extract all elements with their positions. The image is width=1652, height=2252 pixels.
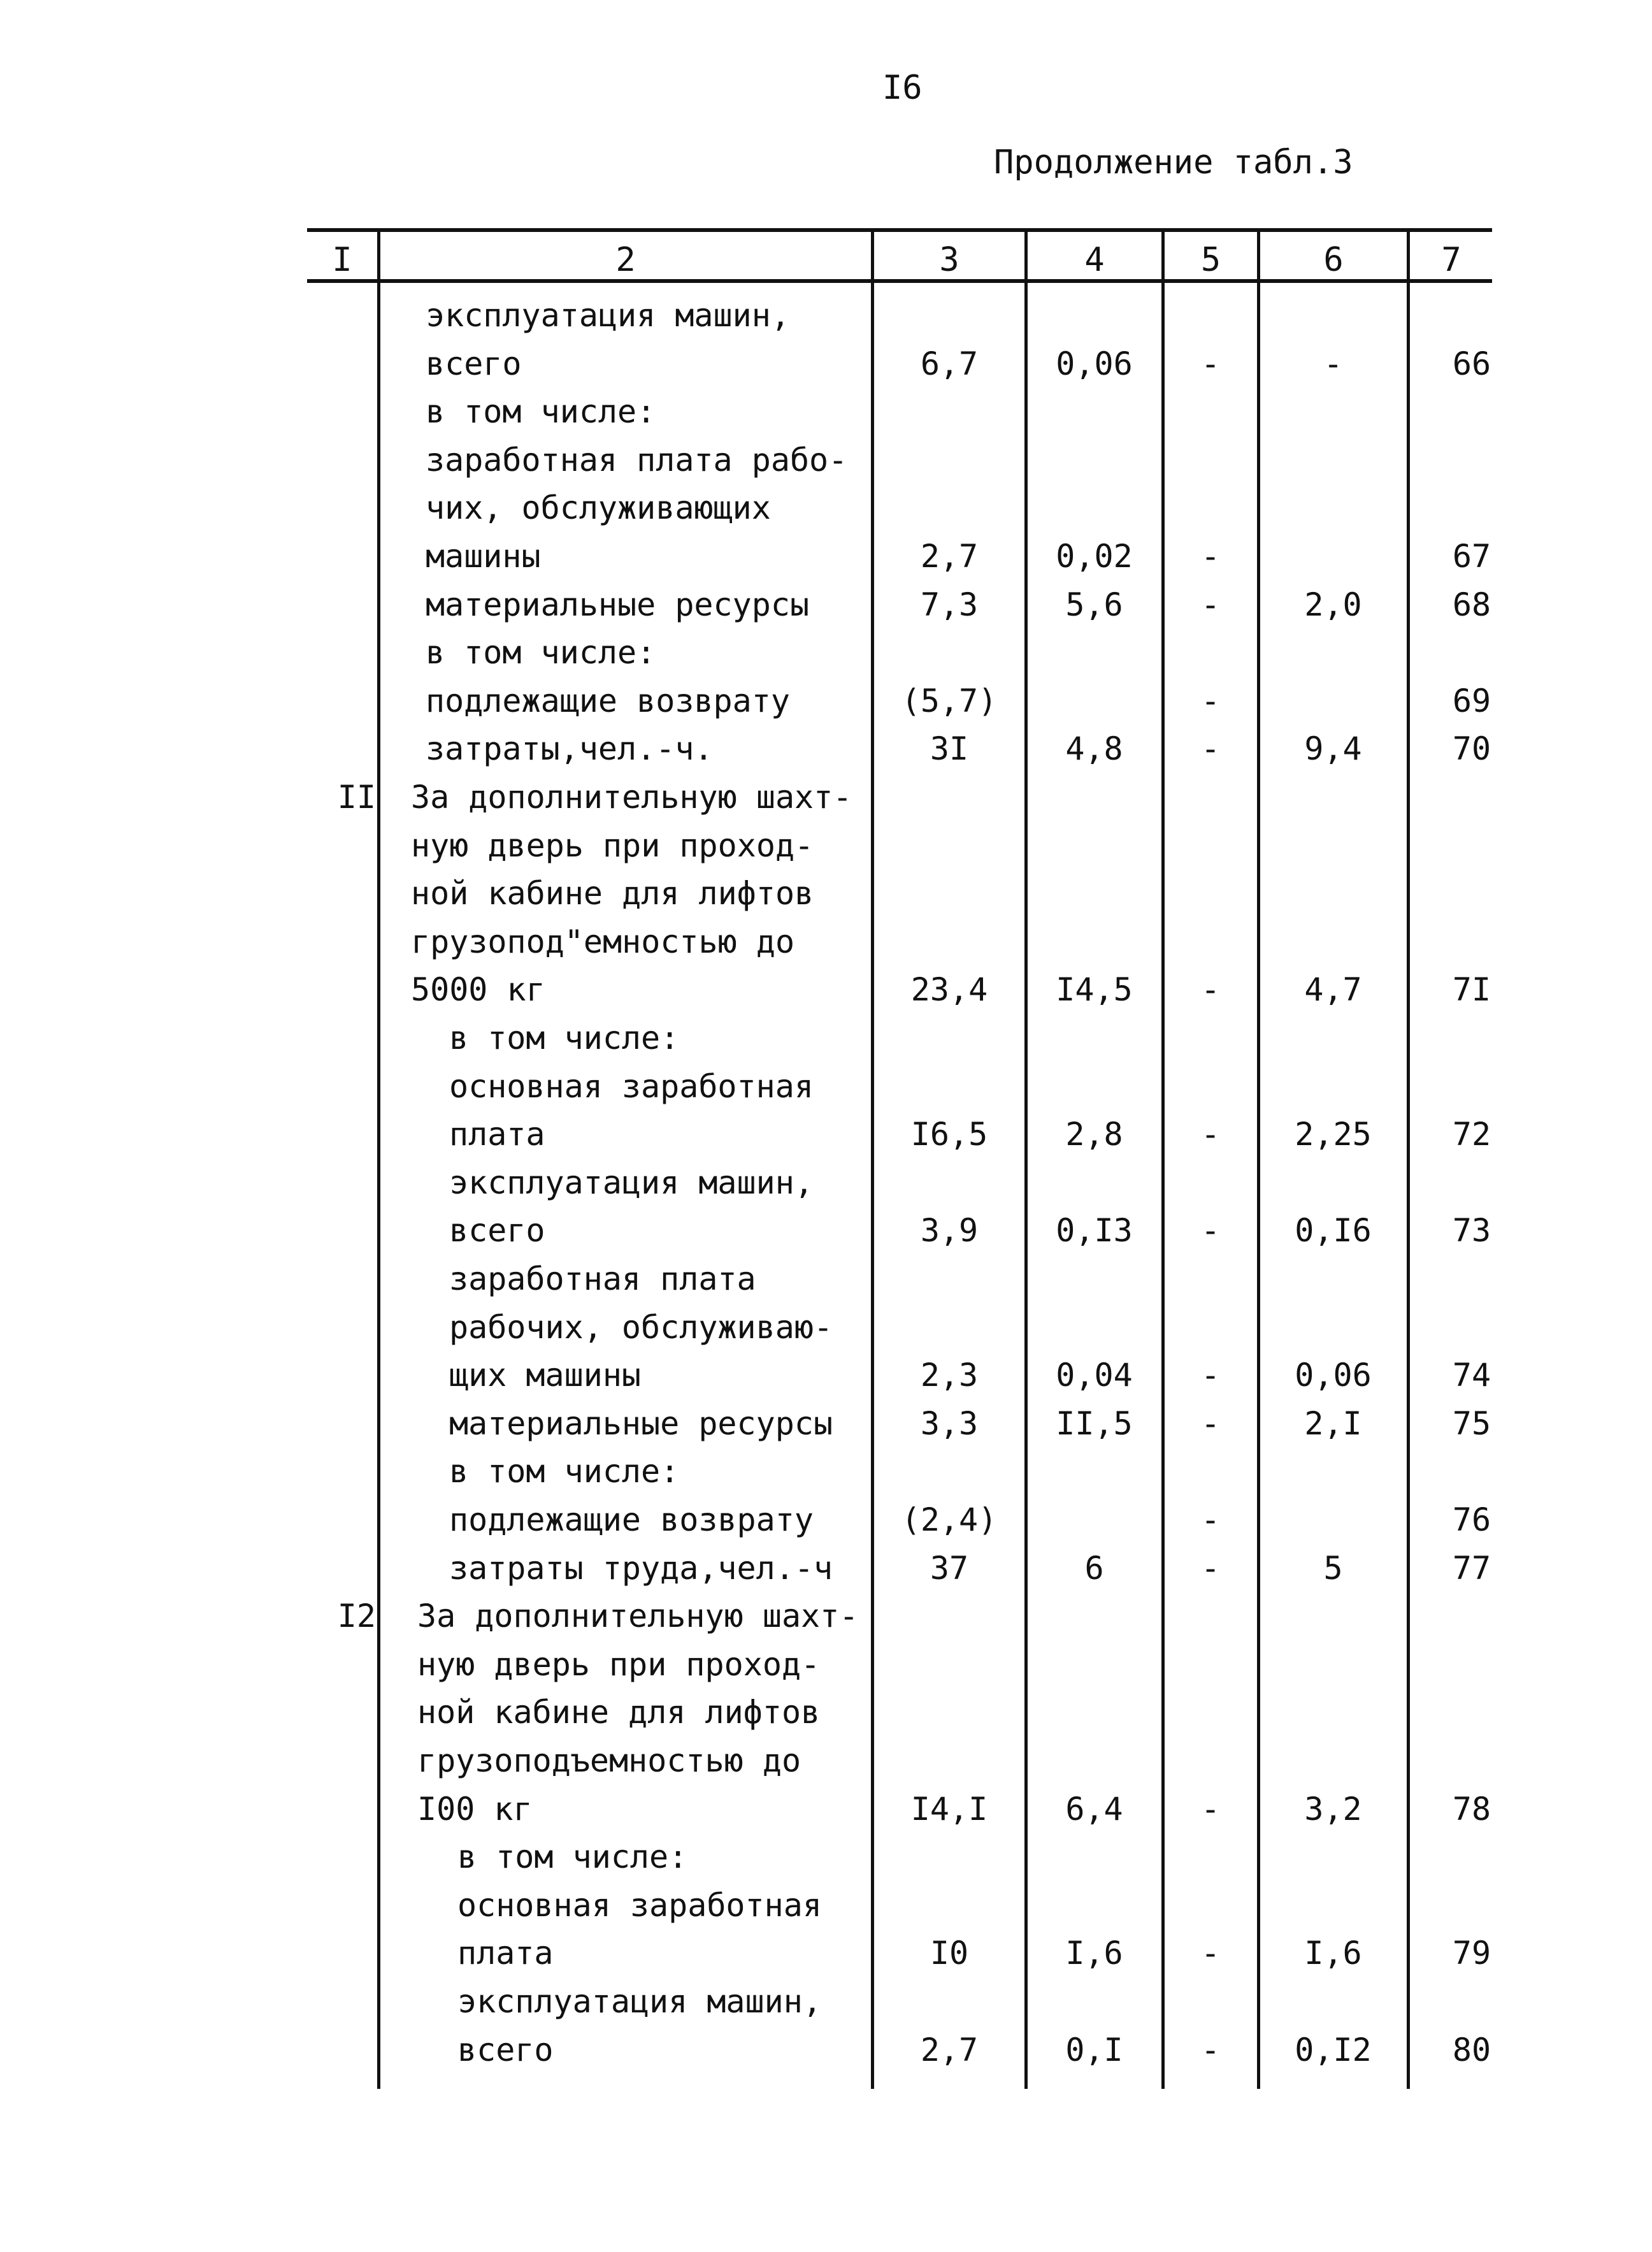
cell-description: ную дверь при проход- xyxy=(417,1645,821,1683)
cell-description: основная заработная xyxy=(449,1067,814,1105)
cell-col-5: - xyxy=(1200,730,1221,768)
cell-col-7: 77 xyxy=(1452,1549,1491,1587)
table-row xyxy=(0,1786,1652,1833)
cell-col-7: 70 xyxy=(1452,730,1491,768)
header-col-1: I xyxy=(332,241,352,279)
cell-col-3: I4,I xyxy=(910,1790,988,1828)
cell-description: в том числе: xyxy=(426,393,656,431)
table-row xyxy=(0,1304,1652,1351)
cell-col-7: 80 xyxy=(1452,2031,1491,2068)
cell-col-3: 37 xyxy=(930,1549,969,1587)
cell-description: плата xyxy=(457,1935,554,1972)
cell-col-5: - xyxy=(1200,1212,1221,1250)
table-row xyxy=(0,1833,1652,1880)
cell-description: материальные ресурсы xyxy=(449,1404,833,1442)
cell-col-5: - xyxy=(1200,1549,1221,1587)
cell-col-4: 0,I xyxy=(1065,2031,1123,2068)
table-caption: Продолжение табл.3 xyxy=(994,143,1353,182)
header-col-4: 4 xyxy=(1084,241,1105,279)
table-row xyxy=(0,1014,1652,1062)
cell-description: материальные ресурсы xyxy=(426,586,810,623)
cell-description: ной кабине для лифтов xyxy=(417,1694,821,1731)
cell-description: эксплуатация машин, xyxy=(457,1983,822,2020)
header-col-3: 3 xyxy=(939,241,959,279)
cell-col-7: 72 xyxy=(1452,1116,1491,1153)
cell-col-7: 73 xyxy=(1452,1212,1491,1250)
table-row xyxy=(0,1882,1652,1929)
cell-col-3: 6,7 xyxy=(920,345,979,382)
cell-col-3: I0 xyxy=(930,1935,969,1972)
table-row xyxy=(0,1689,1652,1736)
cell-col-3: 2,7 xyxy=(920,2031,979,2068)
cell-col-4: 0,06 xyxy=(1056,345,1133,382)
cell-col-7: 69 xyxy=(1452,682,1491,719)
cell-description: За дополнительную шахт- xyxy=(417,1598,859,1635)
table-row xyxy=(0,533,1652,580)
cell-col-6: 0,I6 xyxy=(1295,1212,1372,1250)
cell-col-4: I4,5 xyxy=(1056,971,1133,1009)
table-row xyxy=(0,1400,1652,1447)
cell-col-4: I,6 xyxy=(1065,1935,1123,1972)
cell-col-6: 4,7 xyxy=(1304,971,1362,1009)
cell-col-5: - xyxy=(1200,2031,1221,2068)
cell-description: щих машины xyxy=(449,1357,642,1394)
cell-description: заработная плата xyxy=(449,1260,756,1297)
table-row xyxy=(0,1063,1652,1110)
cell-col-3: 2,3 xyxy=(920,1357,979,1394)
cell-col-6: 2,I xyxy=(1304,1404,1362,1442)
cell-col-5: - xyxy=(1200,1501,1221,1538)
cell-col-7: 74 xyxy=(1452,1357,1491,1394)
cell-col-4: 0,I3 xyxy=(1056,1212,1133,1250)
cell-description: За дополнительную шахт- xyxy=(411,779,852,816)
header-col-7: 7 xyxy=(1441,241,1462,279)
cell-description: подлежащие возврату xyxy=(426,682,790,719)
cell-description: рабочих, обслуживаю- xyxy=(449,1308,833,1346)
cell-description: I00 кг xyxy=(417,1790,533,1828)
table-row xyxy=(0,725,1652,772)
cell-description: затраты труда,чел.-ч xyxy=(449,1549,833,1587)
cell-description: эксплуатация машин, xyxy=(426,297,790,334)
cell-col-5: - xyxy=(1200,682,1221,719)
cell-col-4: 0,04 xyxy=(1056,1357,1133,1394)
cell-col-5: - xyxy=(1200,1404,1221,1442)
cell-description: в том числе: xyxy=(449,1020,680,1057)
cell-col-5: - xyxy=(1200,1790,1221,1828)
table-row xyxy=(0,484,1652,531)
header-col-6: 6 xyxy=(1323,241,1344,279)
header-col-5: 5 xyxy=(1200,241,1221,279)
table-row xyxy=(0,966,1652,1013)
cell-col-6: 2,25 xyxy=(1295,1116,1372,1153)
table-row xyxy=(0,1448,1652,1495)
cell-col-4: 5,6 xyxy=(1065,586,1123,623)
cell-col-6: 2,0 xyxy=(1304,586,1362,623)
cell-description: грузоподъемностью до xyxy=(417,1742,801,1779)
table-row xyxy=(0,774,1652,821)
cell-col-3: 3I xyxy=(930,730,969,768)
cell-col-6: I,6 xyxy=(1304,1935,1362,1972)
cell-col-3: I6,5 xyxy=(910,1116,988,1153)
table-row xyxy=(0,1496,1652,1543)
cell-description: затраты,чел.-ч. xyxy=(426,730,714,768)
cell-col-5: - xyxy=(1200,586,1221,623)
cell-col-7: 67 xyxy=(1452,538,1491,575)
cell-description: грузопод"емностью до xyxy=(411,923,795,960)
cell-col-4: II,5 xyxy=(1056,1404,1133,1442)
cell-col-3: 3,9 xyxy=(920,1212,979,1250)
table-row xyxy=(0,292,1652,339)
cell-description: в том числе: xyxy=(457,1838,688,1876)
cell-col-6: 0,I2 xyxy=(1295,2031,1372,2068)
cell-col-7: 76 xyxy=(1452,1501,1491,1538)
cell-col-4: 6,4 xyxy=(1065,1790,1123,1828)
table-row xyxy=(0,870,1652,917)
table-row xyxy=(0,677,1652,725)
table-header-rule xyxy=(307,279,1492,283)
cell-item-number: II xyxy=(337,779,376,816)
page-number: I6 xyxy=(882,69,923,107)
table-row xyxy=(0,822,1652,869)
table-row xyxy=(0,581,1652,628)
table-row xyxy=(0,1352,1652,1399)
cell-col-4: 0,02 xyxy=(1056,538,1133,575)
cell-description: ную дверь при проход- xyxy=(411,826,814,864)
cell-col-6: 9,4 xyxy=(1304,730,1362,768)
cell-col-6: 0,06 xyxy=(1295,1357,1372,1394)
cell-description: эксплуатация машин, xyxy=(449,1164,814,1201)
cell-description: заработная плата рабо- xyxy=(426,441,848,479)
cell-col-7: 78 xyxy=(1452,1790,1491,1828)
cell-col-4: 4,8 xyxy=(1065,730,1123,768)
cell-col-7: 68 xyxy=(1452,586,1491,623)
cell-description: всего xyxy=(449,1212,545,1250)
cell-item-number: I2 xyxy=(337,1598,376,1635)
cell-col-4: 6 xyxy=(1084,1549,1104,1587)
header-col-2: 2 xyxy=(615,241,636,279)
cell-description: в том числе: xyxy=(426,634,656,672)
cell-description: всего xyxy=(426,345,522,382)
cell-col-7: 75 xyxy=(1452,1404,1491,1442)
table-row xyxy=(0,1545,1652,1592)
table-top-rule xyxy=(307,228,1492,232)
table-row xyxy=(0,1978,1652,2025)
cell-col-7: 79 xyxy=(1452,1935,1491,1972)
table-row xyxy=(0,2026,1652,2074)
table-row xyxy=(0,1930,1652,1977)
cell-col-5: - xyxy=(1200,538,1221,575)
cell-col-5: - xyxy=(1200,1116,1221,1153)
table-row xyxy=(0,1255,1652,1303)
table-row xyxy=(0,1641,1652,1688)
cell-col-5: - xyxy=(1200,345,1221,382)
cell-col-6: - xyxy=(1323,345,1343,382)
cell-description: плата xyxy=(449,1116,545,1153)
table-row xyxy=(0,388,1652,435)
table-row xyxy=(0,1111,1652,1158)
cell-col-4: 2,8 xyxy=(1065,1116,1123,1153)
table-row xyxy=(0,1159,1652,1206)
table-row xyxy=(0,437,1652,484)
cell-description: ной кабине для лифтов xyxy=(411,875,814,913)
cell-col-3: (5,7) xyxy=(901,682,998,719)
cell-col-3: 7,3 xyxy=(920,586,979,623)
cell-col-3: 3,3 xyxy=(920,1404,979,1442)
table-row xyxy=(0,1737,1652,1784)
cell-col-3: (2,4) xyxy=(901,1501,998,1538)
cell-description: машины xyxy=(426,538,541,575)
cell-col-3: 2,7 xyxy=(920,538,979,575)
cell-description: подлежащие возврату xyxy=(449,1501,814,1538)
cell-col-7: 66 xyxy=(1452,345,1491,382)
table-row xyxy=(0,1207,1652,1254)
cell-col-3: 23,4 xyxy=(910,971,988,1009)
table-row xyxy=(0,629,1652,676)
cell-description: основная заработная xyxy=(457,1886,822,1924)
cell-description: чих, обслуживающих xyxy=(426,489,771,527)
cell-col-6: 3,2 xyxy=(1304,1790,1362,1828)
cell-description: всего xyxy=(457,2031,554,2068)
cell-col-5: - xyxy=(1200,1935,1221,1972)
table-row xyxy=(0,1592,1652,1640)
cell-col-5: - xyxy=(1200,971,1221,1009)
cell-description: 5000 кг xyxy=(411,971,545,1009)
table-row xyxy=(0,340,1652,387)
cell-col-5: - xyxy=(1200,1357,1221,1394)
cell-col-6: 5 xyxy=(1323,1549,1343,1587)
cell-description: в том числе: xyxy=(449,1453,680,1491)
table-row xyxy=(0,918,1652,965)
cell-col-7: 7I xyxy=(1452,971,1491,1009)
